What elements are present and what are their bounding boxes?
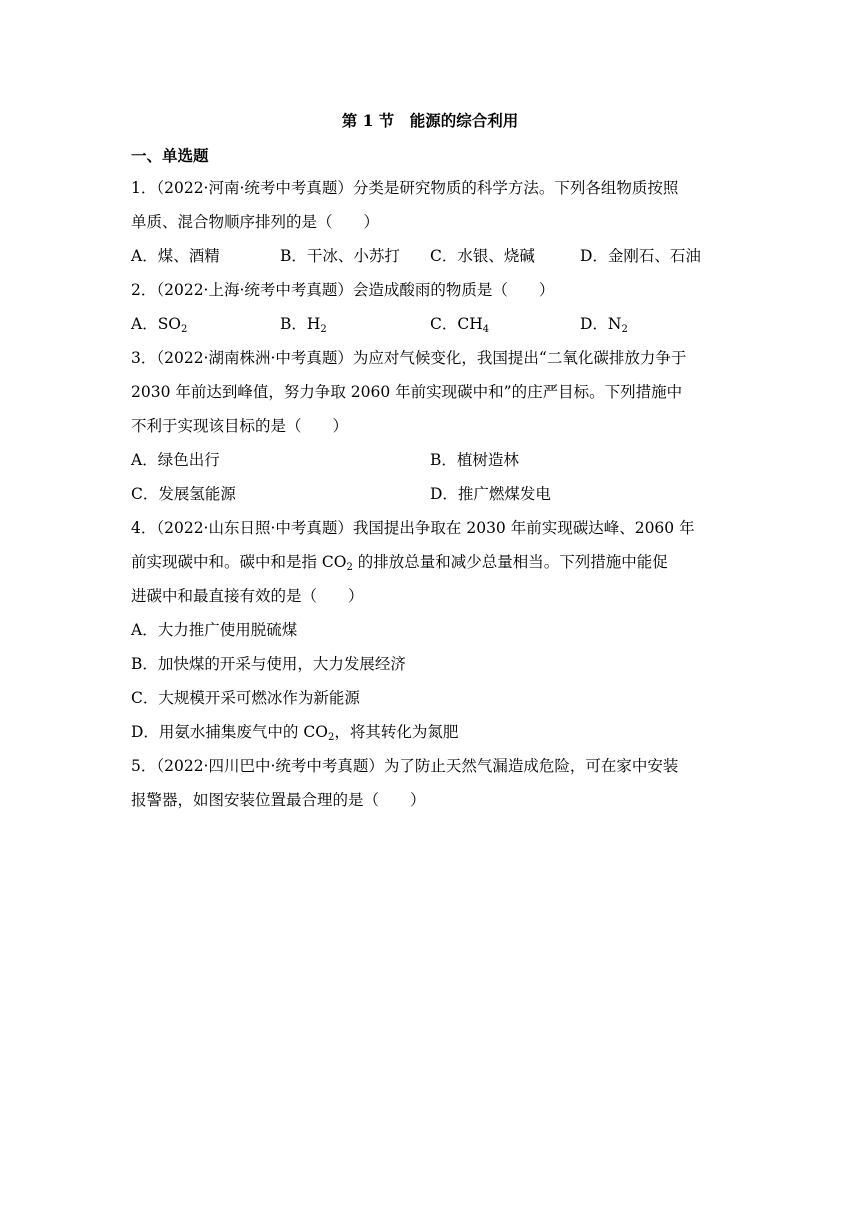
q5-stem-line2: 报警器，如图安装位置最合理的是（ ） [131, 791, 426, 809]
q3-option-c: C．发展氢能源 [131, 485, 236, 503]
q4-option-a: A．大力推广使用脱硫煤 [131, 621, 298, 639]
q3-option-b: B．植树造林 [430, 451, 519, 469]
q1-option-c: C．水银、烧碱 [430, 247, 535, 265]
q4-stem-line1: 4．（2022·山东日照·中考真题）我国提出争取在 2030 年前实现碳达峰、2060 年 [131, 519, 695, 537]
q1-stem-line1: 1．（2022·河南·统考中考真题）分类是研究物质的科学方法。下列各组物质按照 [131, 179, 679, 197]
q3-option-a: A．绿色出行 [131, 451, 220, 469]
q2-option-a: A．$SO_2$ [131, 315, 188, 335]
q2-option-d: D．$N_2$ [580, 315, 628, 335]
q4-stem-line3: 进碳中和最直接有效的是（ ） [131, 587, 364, 605]
q5-stem-line1: 5．（2022·四川巴中·统考中考真题）为了防止天然气漏造成危险，可在家中安装 [131, 757, 679, 775]
page-title: 第 1 节 能源的综合利用 [341, 111, 519, 130]
q3-stem-line3: 不利于实现该目标的是（ ） [131, 417, 349, 435]
q1-option-d: D．金刚石、石油 [580, 247, 701, 265]
q3-option-d: D．推广燃煤发电 [430, 485, 551, 503]
q3-stem-line1: 3．（2022·湖南株洲·中考真题）为应对气候变化，我国提出“二氧化碳排放力争于 [131, 349, 687, 367]
q4-stem-line2: 前实现碳中和。碳中和是指 $CO_2$ 的排放总量和减少总量相当。下列措施中能促 [131, 553, 668, 573]
q1-stem-line2: 单质、混合物顺序排列的是（ ） [131, 213, 380, 231]
q4-option-b: B．加快煤的开采与使用，大力发展经济 [131, 655, 406, 673]
q4-option-c: C．大规模开采可燃冰作为新能源 [131, 689, 360, 707]
section-heading: 一、单选题 [131, 146, 209, 165]
q2-option-c: C．$CH_4$ [430, 315, 490, 335]
q1-option-b: B．干冰、小苏打 [280, 247, 400, 265]
q2-option-b: B．$H_2$ [280, 315, 327, 335]
q3-stem-line2: 2030 年前达到峰值，努力争取 2060 年前实现碳中和”的庄严目标。下列措施中 [131, 383, 683, 401]
q4-option-d: D．用氨水捕集废气中的 $CO_2$，将其转化为氮肥 [131, 723, 459, 743]
q2-stem-line1: 2．（2022·上海·统考中考真题）会造成酸雨的物质是（ ） [131, 281, 555, 299]
q1-option-a: A．煤、酒精 [131, 247, 220, 265]
